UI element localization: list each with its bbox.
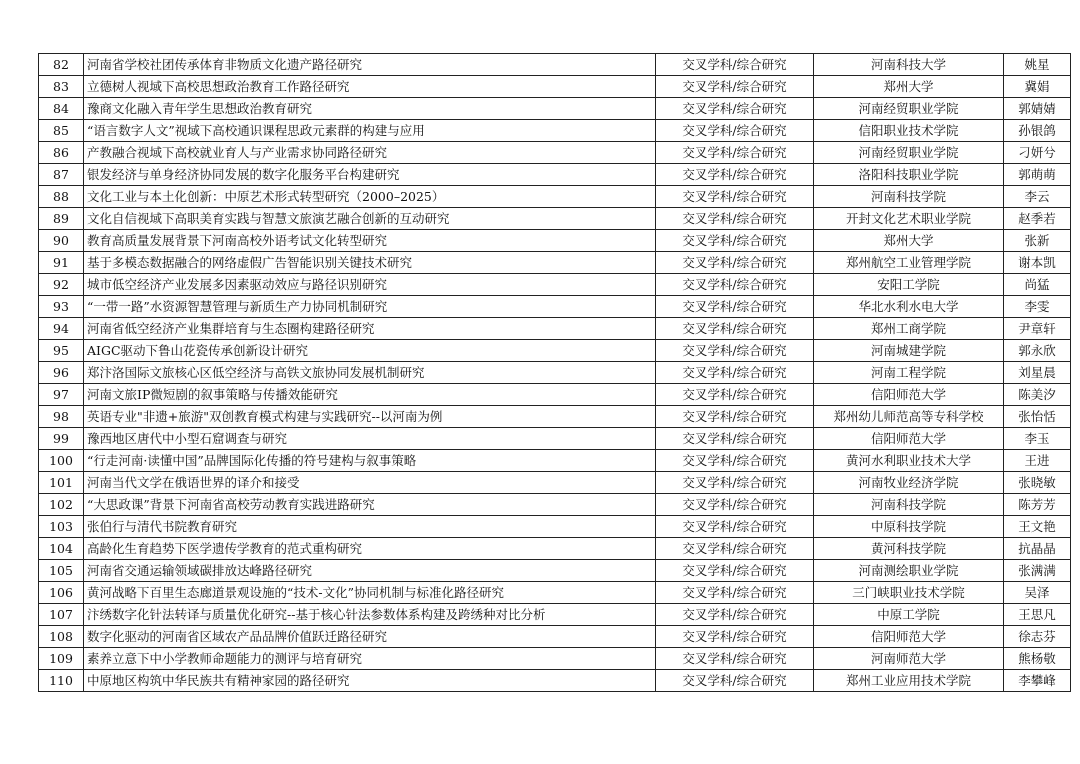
project-title-cell: AIGC驱动下鲁山花瓷传承创新设计研究 — [84, 340, 656, 362]
table-row — [39, 494, 1071, 516]
project-title-cell: 高龄化生育趋势下医学遗传学教育的范式重构研究 — [84, 538, 656, 560]
subject-category-cell: 交叉学科/综合研究 — [656, 516, 814, 538]
table-row — [39, 538, 1071, 560]
project-title-cell: 产教融合视域下高校就业育人与产业需求协同路径研究 — [84, 142, 656, 164]
table-row — [39, 252, 1071, 274]
institution-cell: 河南经贸职业学院 — [814, 98, 1004, 120]
row-number-cell: 99 — [39, 428, 84, 450]
project-title-cell: 素养立意下中小学教师命题能力的测评与培育研究 — [84, 648, 656, 670]
principal-investigator-cell: 冀娟 — [1004, 76, 1071, 98]
subject-category-cell: 交叉学科/综合研究 — [656, 274, 814, 296]
principal-investigator-cell: 尹章轩 — [1004, 318, 1071, 340]
institution-cell: 郑州航空工业管理学院 — [814, 252, 1004, 274]
institution-cell: 河南科技大学 — [814, 54, 1004, 76]
table-row — [39, 648, 1071, 670]
table-row — [39, 626, 1071, 648]
subject-category-cell: 交叉学科/综合研究 — [656, 296, 814, 318]
project-title-cell: 英语专业"非遗+旅游"双创教育模式构建与实践研究--以河南为例 — [84, 406, 656, 428]
principal-investigator-cell: 孙银鸽 — [1004, 120, 1071, 142]
subject-category-cell: 交叉学科/综合研究 — [656, 406, 814, 428]
project-title-cell: 河南省交通运输领域碳排放达峰路径研究 — [84, 560, 656, 582]
subject-category-cell: 交叉学科/综合研究 — [656, 76, 814, 98]
institution-cell: 河南城建学院 — [814, 340, 1004, 362]
table-row — [39, 406, 1071, 428]
principal-investigator-cell: 陈美汐 — [1004, 384, 1071, 406]
project-title-cell: 教育高质量发展背景下河南高校外语考试文化转型研究 — [84, 230, 656, 252]
project-title-cell: 豫商文化融入青年学生思想政治教育研究 — [84, 98, 656, 120]
row-number-cell: 84 — [39, 98, 84, 120]
row-number-cell: 95 — [39, 340, 84, 362]
table-row — [39, 428, 1071, 450]
principal-investigator-cell: 郭萌萌 — [1004, 164, 1071, 186]
subject-category-cell: 交叉学科/综合研究 — [656, 604, 814, 626]
project-table-body — [39, 54, 1071, 692]
principal-investigator-cell: 尚猛 — [1004, 274, 1071, 296]
principal-investigator-cell: 徐志芬 — [1004, 626, 1071, 648]
subject-category-cell: 交叉学科/综合研究 — [656, 142, 814, 164]
project-title-cell: 中原地区构筑中华民族共有精神家园的路径研究 — [84, 670, 656, 692]
institution-cell: 信阳师范大学 — [814, 428, 1004, 450]
table-row — [39, 362, 1071, 384]
table-row — [39, 560, 1071, 582]
project-title-cell: “一带一路”水资源智慧管理与新质生产力协同机制研究 — [84, 296, 656, 318]
institution-cell: 安阳工学院 — [814, 274, 1004, 296]
row-number-cell: 97 — [39, 384, 84, 406]
subject-category-cell: 交叉学科/综合研究 — [656, 582, 814, 604]
principal-investigator-cell: 张晓敏 — [1004, 472, 1071, 494]
project-title-cell: 张伯行与清代书院教育研究 — [84, 516, 656, 538]
principal-investigator-cell: 郭婧婧 — [1004, 98, 1071, 120]
subject-category-cell: 交叉学科/综合研究 — [656, 494, 814, 516]
table-row — [39, 230, 1071, 252]
table-row — [39, 670, 1071, 692]
principal-investigator-cell: 王进 — [1004, 450, 1071, 472]
institution-cell: 河南测绘职业学院 — [814, 560, 1004, 582]
row-number-cell: 106 — [39, 582, 84, 604]
principal-investigator-cell: 王思凡 — [1004, 604, 1071, 626]
institution-cell: 郑州大学 — [814, 76, 1004, 98]
table-row — [39, 604, 1071, 626]
row-number-cell: 100 — [39, 450, 84, 472]
row-number-cell: 82 — [39, 54, 84, 76]
project-title-cell: “行走河南·读懂中国”品牌国际化传播的符号建构与叙事策略 — [84, 450, 656, 472]
row-number-cell: 92 — [39, 274, 84, 296]
subject-category-cell: 交叉学科/综合研究 — [656, 54, 814, 76]
subject-category-cell: 交叉学科/综合研究 — [656, 670, 814, 692]
subject-category-cell: 交叉学科/综合研究 — [656, 120, 814, 142]
project-title-cell: 基于多模态数据融合的网络虚假广告智能识别关键技术研究 — [84, 252, 656, 274]
principal-investigator-cell: 谢本凯 — [1004, 252, 1071, 274]
principal-investigator-cell: 李玉 — [1004, 428, 1071, 450]
subject-category-cell: 交叉学科/综合研究 — [656, 208, 814, 230]
row-number-cell: 88 — [39, 186, 84, 208]
principal-investigator-cell: 赵季若 — [1004, 208, 1071, 230]
project-title-cell: 河南文旅IP微短剧的叙事策略与传播效能研究 — [84, 384, 656, 406]
table-row — [39, 76, 1071, 98]
table-row — [39, 450, 1071, 472]
institution-cell: 三门峡职业技术学院 — [814, 582, 1004, 604]
institution-cell: 黄河水利职业技术大学 — [814, 450, 1004, 472]
table-row — [39, 472, 1071, 494]
project-title-cell: 文化自信视域下高职美育实践与智慧文旅演艺融合创新的互动研究 — [84, 208, 656, 230]
principal-investigator-cell: 吴泽 — [1004, 582, 1071, 604]
row-number-cell: 91 — [39, 252, 84, 274]
project-title-cell: 河南省低空经济产业集群培育与生态圈构建路径研究 — [84, 318, 656, 340]
institution-cell: 黄河科技学院 — [814, 538, 1004, 560]
table-row — [39, 54, 1071, 76]
principal-investigator-cell: 李雯 — [1004, 296, 1071, 318]
project-title-cell: 河南省学校社团传承体育非物质文化遗产路径研究 — [84, 54, 656, 76]
project-title-cell: 黄河战略下百里生态廊道景观设施的“技术-文化”协同机制与标准化路径研究 — [84, 582, 656, 604]
row-number-cell: 87 — [39, 164, 84, 186]
principal-investigator-cell: 抗晶晶 — [1004, 538, 1071, 560]
principal-investigator-cell: 张满满 — [1004, 560, 1071, 582]
principal-investigator-cell: 陈芳芳 — [1004, 494, 1071, 516]
institution-cell: 河南科技学院 — [814, 494, 1004, 516]
project-title-cell: 数字化驱动的河南省区域农产品品牌价值跃迁路径研究 — [84, 626, 656, 648]
table-row — [39, 296, 1071, 318]
institution-cell: 洛阳科技职业学院 — [814, 164, 1004, 186]
project-title-cell: 立德树人视域下高校思想政治教育工作路径研究 — [84, 76, 656, 98]
institution-cell: 信阳师范大学 — [814, 626, 1004, 648]
project-title-cell: 豫西地区唐代中小型石窟调查与研究 — [84, 428, 656, 450]
principal-investigator-cell: 郭永欣 — [1004, 340, 1071, 362]
table-row — [39, 516, 1071, 538]
project-title-cell: “大思政课”背景下河南省高校劳动教育实践进路研究 — [84, 494, 656, 516]
institution-cell: 河南科技学院 — [814, 186, 1004, 208]
row-number-cell: 107 — [39, 604, 84, 626]
row-number-cell: 105 — [39, 560, 84, 582]
institution-cell: 河南经贸职业学院 — [814, 142, 1004, 164]
subject-category-cell: 交叉学科/综合研究 — [656, 98, 814, 120]
institution-cell: 郑州工业应用技术学院 — [814, 670, 1004, 692]
subject-category-cell: 交叉学科/综合研究 — [656, 428, 814, 450]
institution-cell: 信阳职业技术学院 — [814, 120, 1004, 142]
principal-investigator-cell: 刘星晨 — [1004, 362, 1071, 384]
subject-category-cell: 交叉学科/综合研究 — [656, 318, 814, 340]
subject-category-cell: 交叉学科/综合研究 — [656, 560, 814, 582]
row-number-cell: 93 — [39, 296, 84, 318]
row-number-cell: 94 — [39, 318, 84, 340]
row-number-cell: 96 — [39, 362, 84, 384]
subject-category-cell: 交叉学科/综合研究 — [656, 626, 814, 648]
subject-category-cell: 交叉学科/综合研究 — [656, 186, 814, 208]
row-number-cell: 98 — [39, 406, 84, 428]
principal-investigator-cell: 姚星 — [1004, 54, 1071, 76]
table-row — [39, 164, 1071, 186]
row-number-cell: 108 — [39, 626, 84, 648]
row-number-cell: 89 — [39, 208, 84, 230]
project-title-cell: 郑汴洛国际文旅核心区低空经济与高铁文旅协同发展机制研究 — [84, 362, 656, 384]
row-number-cell: 102 — [39, 494, 84, 516]
subject-category-cell: 交叉学科/综合研究 — [656, 164, 814, 186]
institution-cell: 河南师范大学 — [814, 648, 1004, 670]
subject-category-cell: 交叉学科/综合研究 — [656, 230, 814, 252]
institution-cell: 开封文化艺术职业学院 — [814, 208, 1004, 230]
principal-investigator-cell: 王文艳 — [1004, 516, 1071, 538]
row-number-cell: 85 — [39, 120, 84, 142]
table-row — [39, 340, 1071, 362]
subject-category-cell: 交叉学科/综合研究 — [656, 340, 814, 362]
institution-cell: 郑州大学 — [814, 230, 1004, 252]
principal-investigator-cell: 张新 — [1004, 230, 1071, 252]
subject-category-cell: 交叉学科/综合研究 — [656, 384, 814, 406]
institution-cell: 中原工学院 — [814, 604, 1004, 626]
row-number-cell: 104 — [39, 538, 84, 560]
row-number-cell: 90 — [39, 230, 84, 252]
project-title-cell: 汴绣数字化针法转译与质量优化研究--基于核心针法参数体系构建及跨绣种对比分析 — [84, 604, 656, 626]
subject-category-cell: 交叉学科/综合研究 — [656, 472, 814, 494]
row-number-cell: 109 — [39, 648, 84, 670]
subject-category-cell: 交叉学科/综合研究 — [656, 538, 814, 560]
table-row — [39, 186, 1071, 208]
institution-cell: 河南工程学院 — [814, 362, 1004, 384]
table-row — [39, 274, 1071, 296]
project-list-sheet — [38, 53, 1071, 692]
subject-category-cell: 交叉学科/综合研究 — [656, 252, 814, 274]
table-row — [39, 384, 1071, 406]
principal-investigator-cell: 刁妍兮 — [1004, 142, 1071, 164]
project-title-cell: 河南当代文学在俄语世界的译介和接受 — [84, 472, 656, 494]
principal-investigator-cell: 李云 — [1004, 186, 1071, 208]
project-title-cell: 文化工业与本土化创新：中原艺术形式转型研究（2000–2025） — [84, 186, 656, 208]
table-row — [39, 208, 1071, 230]
institution-cell: 信阳师范大学 — [814, 384, 1004, 406]
table-row — [39, 318, 1071, 340]
row-number-cell: 83 — [39, 76, 84, 98]
subject-category-cell: 交叉学科/综合研究 — [656, 450, 814, 472]
institution-cell: 华北水利水电大学 — [814, 296, 1004, 318]
table-row — [39, 98, 1071, 120]
subject-category-cell: 交叉学科/综合研究 — [656, 648, 814, 670]
row-number-cell: 101 — [39, 472, 84, 494]
institution-cell: 郑州幼儿师范高等专科学校 — [814, 406, 1004, 428]
table-row — [39, 582, 1071, 604]
row-number-cell: 110 — [39, 670, 84, 692]
project-title-cell: 银发经济与单身经济协同发展的数字化服务平台构建研究 — [84, 164, 656, 186]
principal-investigator-cell: 熊杨敬 — [1004, 648, 1071, 670]
table-row — [39, 120, 1071, 142]
institution-cell: 郑州工商学院 — [814, 318, 1004, 340]
subject-category-cell: 交叉学科/综合研究 — [656, 362, 814, 384]
row-number-cell: 103 — [39, 516, 84, 538]
project-table — [38, 53, 1071, 692]
row-number-cell: 86 — [39, 142, 84, 164]
table-row — [39, 142, 1071, 164]
project-title-cell: 城市低空经济产业发展多因素驱动效应与路径识别研究 — [84, 274, 656, 296]
institution-cell: 河南牧业经济学院 — [814, 472, 1004, 494]
principal-investigator-cell: 张怡恬 — [1004, 406, 1071, 428]
project-title-cell: “语言数字人文”视域下高校通识课程思政元素群的构建与应用 — [84, 120, 656, 142]
principal-investigator-cell: 李攀峰 — [1004, 670, 1071, 692]
institution-cell: 中原科技学院 — [814, 516, 1004, 538]
